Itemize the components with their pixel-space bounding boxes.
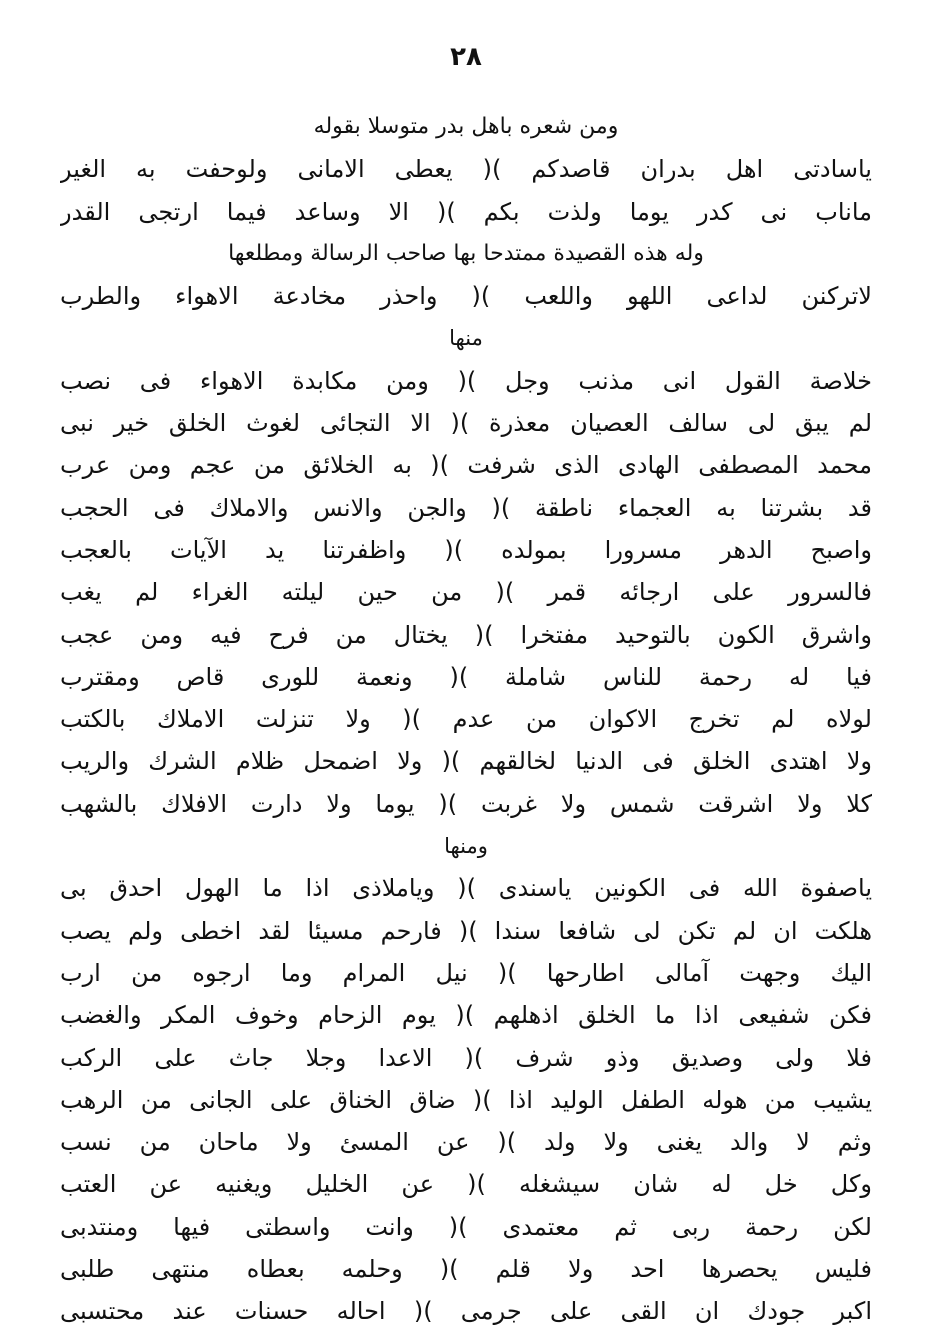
verse-line: لولاه لم تخرج الاكوان من عدم )( ولا تنزلت الاملاك بالكتب (60, 705, 872, 734)
section-label: منها (449, 326, 483, 351)
verse-line: وثم لا والد يغنى ولا ولد )( عن المسئ ولا ماحان من نسب (60, 1128, 872, 1157)
page-number: ٢٨ (450, 42, 482, 72)
verse-line: لاتركنن لداعى اللهو واللعب )( واحذر مخادعة الاهواء والطرب (60, 282, 872, 311)
verse-line: لم يبق لى سالف العصيان معذرة )( الا التجائى لغوث الخلق خير نبى (60, 409, 872, 438)
verse-line: يشيب من هوله الطفل الوليد اذا )( ضاق الخناق على الجانى من الرهب (60, 1085, 872, 1114)
verse-line: وكل خل له شان سيشغله )( عن الخليل ويغنيه عن العتب (60, 1170, 872, 1199)
verse-line: محمد المصطفى الهادى الذى شرفت )( به الخلائق من عجم ومن عرب (60, 451, 872, 480)
verse-line: قد بشرتنا به العجماء ناطقة )( والجن والانس والاملاك فى الحجب (60, 493, 872, 522)
verse-line: فلا ولى وصديق وذو شرف )( الاعدا وجلا جاث على الركب (60, 1043, 872, 1072)
verse-line: ياصفوة الله فى الكونين ياسندى )( وياملاذى اذا ما الهول احدق بى (60, 874, 872, 903)
verse-line: اكبر جودك ان القى على جرمى )( احاله حسنات عند محتسبى (60, 1297, 872, 1326)
verse-line: ماناب نى كدر يوما ولذت بكم )( الا وساعد فيما ارتجى القدر (60, 197, 872, 226)
verse-line: فكن شفيعى اذا ما الخلق اذهلهم )( يوم الزحام وخوف المكر والغضب (60, 1001, 872, 1030)
verse-line: خلاصة القول انى مذنب وجل )( ومن مكابدة الاهواء فى نصب (60, 366, 872, 395)
verse-line: كلا ولا اشرقت شمس ولا غربت )( يوما ولا دارت الافلاك بالشهب (60, 789, 872, 818)
verse-line: ولا اهتدى الخلق فى الدنيا لخالقهم )( ولا اضمحل ظلام الشرك والريب (60, 747, 872, 776)
verse-line: لكن رحمة ربى ثم معتمدى )( وانت واسطتى فيها ومنتدبى (60, 1212, 872, 1241)
verse-line: ياسادتى اهل بدران قاصدكم )( يعطى الامانى ولوحفت به الغير (60, 155, 872, 184)
poem-lines (60, 106, 872, 1333)
verse-line: واصبح الدهر مسرورا بمولده )( واظفرتنا يد الآيات بالعجب (60, 535, 872, 564)
verse-line: فيا له رحمة للناس شاملة )( ونعمة للورى قاص ومقترب (60, 662, 872, 691)
heading-line: وله هذه القصيدة ممتدحا بها صاحب الرسالة ومطلعها (228, 240, 704, 266)
verse-line: فالسرور على ارجائه قمر )( من حين ليلته الغراء لم يغب (60, 578, 872, 607)
verse-line: فليس يحصرها احد ولا قلم )( وحلمه بعطاه منتهى طلبى (60, 1255, 872, 1284)
verse-line: واشرق الكون بالتوحيد مفتخرا )( يختال من فرح فيه ومن عجب (60, 620, 872, 649)
verse-line: اليك وجهت آمالى اطارحها )( نيل المرام وما ارجوه من ارب (60, 958, 872, 987)
section-label: ومنها (444, 834, 488, 859)
verse-line: هلكت ان لم تكن لى شافعا سندا )( فارحم مسيئا لقد اخطى ولم يصب (60, 916, 872, 945)
heading-line: ومن شعره باهل بدر متوسلا بقوله (313, 114, 619, 139)
